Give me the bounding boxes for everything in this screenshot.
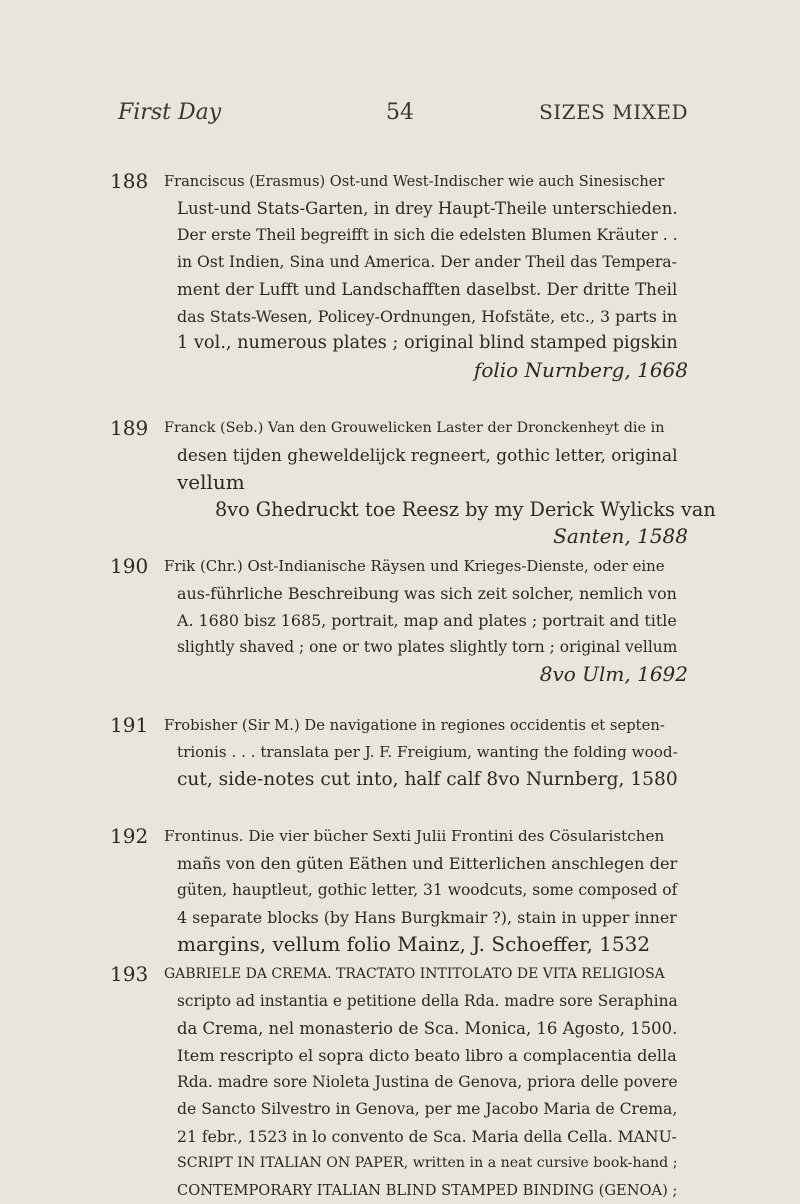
lot-number: 189 bbox=[110, 416, 149, 440]
entry-line: 8vo Ghedruckt toe Reesz by my Derick Wylicks van bbox=[215, 498, 716, 521]
entry-line: aus-führliche Beschreibung was sich zeit solcher, nemlich von bbox=[177, 584, 677, 603]
running-head-right: SIZES MIXED bbox=[539, 100, 688, 124]
entry-line: 1 vol., numerous plates ; original blind stamped pigskin bbox=[177, 333, 678, 353]
page-number: 54 bbox=[386, 100, 414, 125]
entry-line: mañs von den güten Eäthen und Eitterlichen anschlegen der bbox=[177, 854, 678, 873]
entry-line: A. 1680 bisz 1685, portrait, map and plates ; portrait and title bbox=[177, 611, 677, 630]
entry-line: CONTEMPORARY ITALIAN BLIND STAMPED BINDING (GENOA) ; bbox=[177, 1182, 678, 1199]
lot-number: 193 bbox=[110, 962, 149, 986]
entry-line: in Ost Indien, Sina und America. Der ander Theil das Tempera- bbox=[177, 253, 677, 271]
entry-line: margins, vellum folio Mainz, J. Schoeffer, 1532 bbox=[177, 932, 651, 956]
entry-line: das Stats-Wesen, Policey-Ordnungen, Hofstäte, etc., 3 parts in bbox=[177, 307, 678, 326]
entry-line: Franciscus (Erasmus) Ost-und West-Indischer wie auch Sinesischer bbox=[164, 173, 665, 190]
entry-line: trionis . . . translata per J. F. Freigium, wanting the folding wood- bbox=[177, 743, 678, 761]
entry-text bbox=[164, 168, 688, 384]
entry-line: desen tijden gheweldelijck regneert, gothic letter, original bbox=[177, 445, 678, 465]
lot-number: 191 bbox=[110, 713, 149, 737]
entry-text bbox=[164, 712, 688, 793]
entry-line: ment der Lufft und Landschafften daselbst. Der dritte Theil bbox=[177, 280, 678, 299]
entry-line: vellum bbox=[177, 470, 245, 494]
entry-line: 4 separate blocks (by Hans Burgkmair ?), stain in upper inner bbox=[177, 908, 677, 927]
entry-line: de Sancto Silvestro in Genova, per me Jacobo Maria de Crema, bbox=[177, 1100, 678, 1118]
entry-imprint: Santen, 1588 bbox=[553, 524, 688, 548]
entry-line: Rda. madre sore Nioleta Justina de Genova, priora delle povere bbox=[177, 1073, 678, 1091]
entry-text bbox=[164, 961, 688, 1204]
entry-text bbox=[164, 415, 716, 550]
lot-number: 188 bbox=[110, 169, 149, 193]
entry-imprint: 8vo Ulm, 1692 bbox=[539, 662, 688, 686]
running-head-left: First Day bbox=[118, 100, 222, 125]
entry-text bbox=[164, 823, 688, 958]
entry-line: SCRIPT IN ITALIAN ON PAPER, written in a neat cursive book-hand ; bbox=[177, 1155, 678, 1171]
entry-line: Frontinus. Die vier bücher Sexti Julii Frontini des Cösularistchen bbox=[164, 827, 665, 845]
entry-line: Frobisher (Sir M.) De navigatione in regiones occidentis et septen- bbox=[164, 717, 665, 734]
entry-line: scripto ad instantia e petitione della Rda. madre sore Seraphina bbox=[177, 992, 678, 1010]
entry-line: Frik (Chr.) Ost-Indianische Räysen und Krieges-Dienste, oder eine bbox=[164, 557, 665, 575]
entry-text bbox=[164, 553, 688, 688]
entry-line: Lust-und Stats-Garten, in drey Haupt-Theile unterschieden. bbox=[177, 199, 678, 218]
running-head bbox=[118, 100, 688, 130]
entry-line: Franck (Seb.) Van den Grouwelicken Laster der Dronckenheyt die in bbox=[164, 420, 665, 436]
entry-line: cut, side-notes cut into, half calf 8vo Nurnberg, 1580 bbox=[177, 769, 678, 790]
entry-line: 21 febr., 1523 in lo convento de Sca. Maria della Cella. MANU- bbox=[177, 1127, 677, 1146]
entry-line: Item rescripto el sopra dicto beato libro a complacentia della bbox=[177, 1046, 677, 1065]
entry-line: da Crema, nel monasterio de Sca. Monica, 16 Agosto, 1500. bbox=[177, 1019, 678, 1038]
entry-line: Der erste Theil begreifft in sich die edelsten Blumen Kräuter . . bbox=[177, 226, 678, 244]
entry-imprint: folio Nurnberg, 1668 bbox=[473, 358, 688, 382]
lot-number: 190 bbox=[110, 554, 149, 578]
lot-number: 192 bbox=[110, 824, 149, 848]
entry-line: slightly shaved ; one or two plates slightly torn ; original vellum bbox=[177, 638, 678, 656]
entry-line: güten, hauptleut, gothic letter, 31 woodcuts, some composed of bbox=[177, 881, 678, 899]
entry-line: GABRIELE DA CREMA. TRACTATO INTITOLATO DE VITA RELIGIOSA bbox=[164, 966, 665, 982]
